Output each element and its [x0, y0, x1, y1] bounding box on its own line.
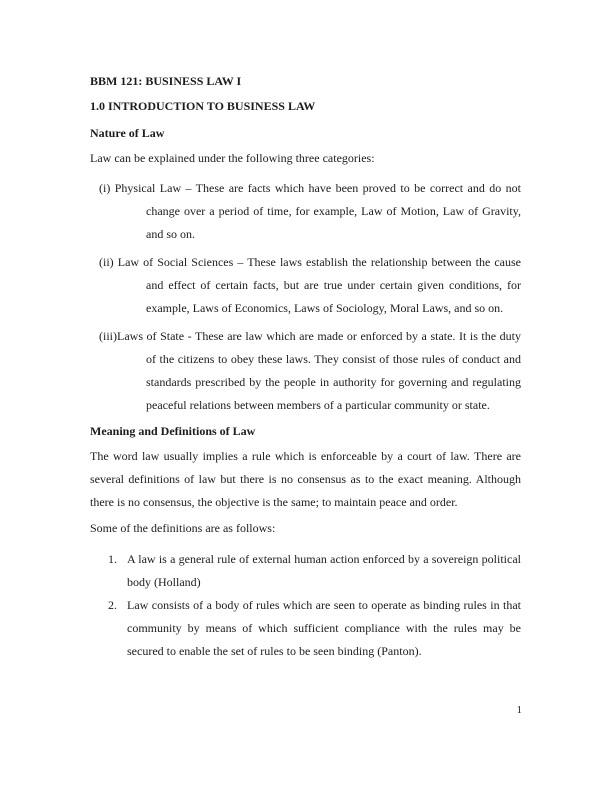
course-title: BBM 121: BUSINESS LAW I — [90, 74, 242, 88]
definitions-intro: Some of the definitions are as follows: — [90, 521, 276, 535]
nature-intro-paragraph: Law can be explained under the following three categories: — [90, 151, 375, 165]
list-item-physical-law: (i) Physical Law – These are facts which have been proved to be correct and do not change over a period of time, for example, Law of Motion, Law of Gravity, and so on. — [99, 181, 521, 241]
list-item-law-of-social-sciences: (ii) Law of Social Sciences – These laws establish the relationship between the cause and effect of certain facts, but are true under certain given conditions, for example, Laws of Economics, Laws of Sociology, Moral Laws, and so on. — [99, 255, 521, 315]
chapter-heading: 1.0 INTRODUCTION TO BUSINESS LAW — [90, 99, 316, 113]
section-heading-nature-of-law: Nature of Law — [90, 126, 165, 140]
definition-text: Law consists of a body of rules which are seen to operate as binding rules in that community by means of which sufficient compliance with the rules may be secured to enable the set of rules to be seen binding (Panton). — [127, 598, 521, 658]
definition-number: 1. — [108, 552, 117, 566]
definition-number: 2. — [108, 598, 117, 612]
section-heading-meaning-and-definitions: Meaning and Definitions of Law — [90, 424, 256, 438]
definition-item-holland — [90, 548, 521, 594]
meaning-paragraph: The word law usually implies a rule which is enforceable by a court of law. There are several definitions of law but there is no consensus as to the exact meaning. Although there is no consensus, the objective is the same; to maintain peace and order. — [90, 449, 521, 509]
definition-text: A law is a general rule of external human action enforced by a sovereign political body (Holland) — [127, 552, 521, 589]
content-area — [90, 70, 521, 663]
list-item-laws-of-state: (iii)Laws of State - These are law which are made or enforced by a state. It is the duty of the citizens to obey these laws. They consist of those rules of conduct and standards prescribed by the people in authority for governing and regulating peaceful relations between members of a particular community or state. — [99, 329, 521, 412]
definition-item-panton — [90, 594, 521, 663]
page-number: 1 — [516, 704, 522, 716]
